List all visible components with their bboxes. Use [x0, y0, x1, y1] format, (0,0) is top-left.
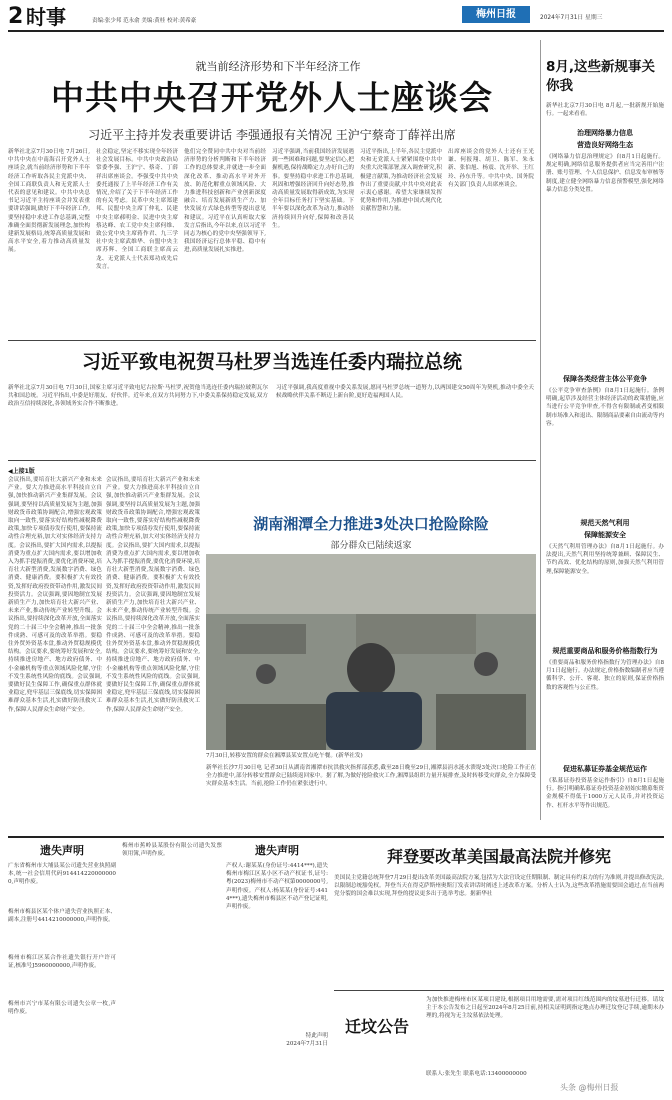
lost-notices — [122, 842, 222, 1092]
lead-columns — [8, 148, 536, 334]
second-article — [8, 348, 536, 458]
continued-col-1: 会议指出,要培育壮大新兴产业和未来产业。要大力推进高水平科技自立自强,加快推动新兴产业集群发展。会议强调,要坚持以高质量发展为主题,加强财政货币政策协调配合,增强宏观政策取向一致性,要落实好结构性减税降费政策,加快专项债券发行使用,要保持流动性合理充裕,加大对实体经济支持力度。会议指出,要扩大国内需求,以提振消费为重点扩大国内需求,要以增加收入为抓手提振消费,要优化消费环境,培育壮大新型消费,发展数字消费、绿色消费、健康消费。要积极扩大有效投资,发挥好政府投资带动作用,激发民间投资活力。会议强调,要因地制宜发展新质生产力,加快培育壮大新兴产业、未来产业,推动传统产业转型升级。会议指出,要持续深化改革开放,全面落实党的二十届三中全会精神,推出一批条件成熟、可感可及的改革举措。要稳住外贸外资基本盘,推动外贸稳规模优结构。会议要求,要统筹好发展和安全,持续推进房地产、地方政府债务、中小金融机构等重点领域风险化解,守住不发生系统性风险的底线。会议强调,要做好民生保障工作,确保重点群体就业稳定,兜牢基层三保底线,切实保障困难群众基本生活,扎实做好防汛救灾工作,保障人民群众生命财产安全。 — [8, 477, 102, 713]
relocation-title: 迁坟公告 — [344, 1017, 409, 1036]
photo-subhead: 部分群众已陆续返家 — [330, 541, 412, 551]
rule-item-title: 治理网络暴力信息 — [577, 129, 633, 137]
lead-article — [8, 58, 536, 338]
notice-item: 梅州市蕉岭县某股份有限公司遗失发票领用簿,声明作废。 — [122, 843, 222, 858]
continued-marker: ◀上接1版 — [8, 468, 35, 475]
relocation-notice — [334, 996, 664, 1092]
column-divider — [540, 40, 541, 820]
rule-item-body: 《公平竞争审查条例》自8月1日起施行。条例明确,起草涉及经营主体经济活动的政策措施,应当进行公平竞争审查,不得含有限制或者变相限制市场准入和退出、限制商品要素自由流动等内容。 — [546, 388, 664, 427]
new-rules-sidebar — [546, 58, 664, 848]
editor-credits: 责编:张少邦 范永俞 美编:黄桂 校对:黄希豪 — [92, 18, 197, 24]
lead-col-1: 新华社北京7月30日电 7月26日,中共中央在中南海召开党外人士座谈会,就当前经济形势和下半年经济工作听取各民主党派中央、全国工商联负责人和无党派人士代表的意见和建议。中共中央总书记习近平主持座谈会并发表重要讲话强调,做好下半年经济工作,要坚持稳中求进工作总基调,完整准确全面贯彻新发展理念,加快构建新发展格局,统筹高质量发展和高水平安全,着力推动高质量发展。 — [8, 149, 90, 254]
continued-article — [8, 466, 200, 826]
photo-story-body: 新华社长沙7月30日电 记者30日从湖南省湘潭市抗洪救灾指挥部获悉,截至28日晚至29日,湘潭县涓水涟水溃堤3处决口抢险工作正在全力推进中,部分转移安置群众已陆续返回家中。据了解,为做好抢险救灾工作,湘潭县组织力量开展排查,及时转移受灾群众,全力保障受灾群众基本生活。当前,抢险工作仍在紧张进行中。 — [206, 765, 536, 788]
lead-subhead: 习近平主持并发表重要讲话 李强通报有关情况 王沪宁蔡奇丁薛祥出席 — [88, 128, 456, 142]
sidebar-intro: 新华社北京7月30日电 8月起,一批新规开始施行。一起来看看。 — [546, 103, 664, 118]
news-photo — [206, 554, 536, 750]
second-headline: 习近平致电祝贺马杜罗当选连任委内瑞拉总统 — [81, 351, 462, 373]
relocation-contact: 联系人:张先生 联系电话:13400000000 — [426, 1071, 527, 1077]
rule-item — [546, 518, 664, 628]
us-headline: 拜登要改革美国最高法院并修宪 — [386, 847, 611, 866]
notice-sign: 特此声明 — [305, 1033, 328, 1039]
masthead — [0, 0, 672, 36]
lead-col-5: 习近平指出,上半年,各民主党派中央和无党派人士紧紧围绕中共中央重大决策部署,深入调查研究,积极建言献策,为推动经济社会发展作出了重要贡献,中共中央对此表示衷心感谢。希望大家继续发挥优势和作用,为推进中国式现代化贡献智慧和力量。 — [360, 149, 442, 213]
rule-item-title: 规范重要商品和服务价格指数行为 — [552, 647, 658, 655]
notice-date: 2024年7月31日 — [286, 1041, 328, 1048]
photo-headline: 湖南湘潭全力推进3处决口抢险除险 — [253, 515, 489, 533]
issue-date: 2024年7月31日 星期三 — [540, 15, 603, 21]
rule-item-subtitle: 保障能源安全 — [584, 531, 626, 539]
lost-notices-2 — [226, 842, 328, 1092]
notice-item: 梅州市梅江区某合作社遗失银行开户许可证,核准号J5960000000,声明作废。 — [8, 955, 116, 970]
lead-col-4: 习近平强调,当前我国经济发展遇到一些困难和问题,要坚定信心,把握机遇,保持战略定力,办好自己的事。要坚持稳中求进工作总基调,巩固和增强经济回升向好态势,推动高质量发展取得新成效,为实现全年目标任务打下坚实基础。下半年要以深化改革为动力,推动经济持续回升向好,保障和改善民生。 — [272, 149, 354, 229]
sidebar-headline: 8月,这些新规事关你我 — [546, 59, 656, 94]
lead-col-2: 社会稳定,坚定不移实现全年经济社会发展目标。中共中央政治局常委李强、王沪宁、蔡奇、丁薛祥出席座谈会。李强受中共中央委托通报了上半年经济工作有关情况,介绍了关于下半年经济工作的有关考虑。民革中央主席郑建邦、民盟中央主席丁仲礼、民建中央主席郝明金、民进中央主席蔡达峰、农工党中央主席何维、致公党中央主席蒋作君、九三学社中央主席武维华、台盟中央主席苏辉、全国工商联主席高云龙、无党派人士代表郑功成先后发言。 — [96, 149, 178, 270]
rule-item-body: 《重要商品和服务价格指数行为管理办法》自8月1日起施行。办法规定,价格指数编制者应当遵循科学、公开、客观、独立的原则,保证价格指数的客观性与公正性。 — [546, 660, 664, 691]
rule-item-title: 促进私募证券基金规范运作 — [563, 765, 647, 773]
rule-item-title: 规范天然气利用 — [580, 519, 630, 527]
rule-item — [546, 646, 664, 756]
notice-item: 梅州市兴宁市某有限公司遗失公章一枚,声明作废。 — [8, 1001, 116, 1016]
rule-item — [546, 374, 664, 494]
section-rule — [8, 836, 664, 838]
masthead-rule — [8, 30, 664, 32]
continued-col-2: 会议指出,要培育壮大新兴产业和未来产业。要大力推进高水平科技自立自强,加快推动新兴产业集群发展。会议强调,要坚持以高质量发展为主题,加强财政货币政策协调配合,增强宏观政策取向一致性,要落实好结构性减税降费政策,加快专项债券发行使用,要保持流动性合理充裕,加大对实体经济支持力度。会议指出,要扩大国内需求,以提振消费为重点扩大国内需求,要以增加收入为抓手提振消费,要优化消费环境,培育壮大新型消费,发展数字消费、绿色消费、健康消费。要积极扩大有效投资,发挥好政府投资带动作用,激发民间投资活力。会议强调,要因地制宜发展新质生产力,加快培育壮大新兴产业、未来产业,推动传统产业转型升级。会议指出,要持续深化改革开放,全面落实党的二十届三中全会精神,推出一批条件成熟、可感可及的改革举措。要稳住外贸外资基本盘,推动外贸稳规模优结构。会议要求,要统筹好发展和安全,持续推进房地产、地方政府债务、中小金融机构等重点领域风险化解,守住不发生系统性风险的底线。会议强调,要做好民生保障工作,确保重点群体就业稳定,兜牢基层三保底线,切实保障困难群众基本生活,扎实做好防汛救灾工作,保障人民群众生命财产安全。 — [106, 477, 200, 713]
us-article — [334, 846, 664, 986]
section-rule — [8, 340, 536, 341]
notice-item: 产权人:谢某某(身份证号:4414***),遗失梅州市梅江区某小区不动产权证书,证号:粤(2023)梅州市不动产权第0000000号,声明作废。产权人:杨某某(身份证号:4414***),遗失梅州市梅县区不动产登记证明,声明作废。 — [226, 863, 328, 911]
us-body: 美国民主党籍总统拜登7月29日提出改革美国最高法院方案,包括为大法官设定任期限制、制定具有约束力的行为准则,并提出修改宪法,以限制总统豁免权。拜登当天在得克萨斯州奥斯汀发表讲话时阐述上述改革方案。分析人士认为,这些改革措施需要国会通过,在当前两党分裂的国会难以实现,拜登的提议更多出于选举考虑。据新华社 — [334, 875, 664, 898]
paper-logo: 梅州日报 — [462, 6, 530, 23]
rule-item-body: 《私募证券投资基金运作指引》自8月1日起施行。指引明确私募证券投资基金初始实缴募集资金规模不得低于1000万元人民币,并对投资运作、杠杆水平等作出规范。 — [546, 778, 664, 809]
notices-title: 遗失声明 — [255, 844, 299, 857]
lead-col-3: 他们完全赞同中共中央对当前经济形势的分析判断和下半年经济工作的总体要求,并就进一步全面深化改革、推动高水平对外开放、防范化解重点领域风险、大力推进科技创新和产业创新深度融合、培育发展新质生产力、加快发展方式绿色转型等提出意见和建议。习近平在认真听取大家发言后指出,今年以来,在以习近平同志为核心的党中央坚强领导下,我国经济运行总体平稳、稳中有进,高质量发展扎实推进。 — [184, 149, 266, 254]
section-rule — [334, 990, 664, 991]
photo-caption: 7月30日,转移安置的群众在湘潭县某安置点吃午餐。(新华社发) — [206, 753, 363, 759]
rule-item-title: 保障各类经营主体公平竞争 — [563, 375, 647, 383]
page-number: 2 — [8, 4, 24, 29]
second-col-2: 习近平强调,我高度重视中委关系发展,愿同马杜罗总统一道努力,以两国建交50周年为契机,推动中委全天候战略伙伴关系不断迈上新台阶,更好造福两国人民。 — [276, 385, 534, 400]
watermark: 头条 @梅州日报 — [560, 1083, 619, 1092]
rule-item-body: 《网络暴力信息治理规定》自8月1日起施行。规定明确,网络信息服务提供者应当完善用户注册、账号管理、个人信息保护、信息发布审核等制度,建立健全网络暴力信息预警模型,强化网络暴力信息分类处置。 — [546, 154, 664, 193]
rule-item-subtitle: 营造良好网络生态 — [577, 141, 633, 149]
lost-notices — [8, 842, 116, 1092]
lead-col-6: 出席座谈会的党外人士还有王光谦、何报翔、胡卫、陈军、朱永新、张伯旭、杨震、沈开举、王红玲、孙东升等。中共中央、国务院有关部门负责人出席座谈会。 — [448, 149, 534, 188]
rule-item — [546, 128, 664, 248]
notice-item: 广东省梅州市大埔县某公司遗失营业执照副本,统一社会信用代码9144142200000000,声明作废。 — [8, 863, 116, 886]
rule-item-body: 《天然气利用管理办法》自8月1日起施行。办法提出,天然气利用坚持统筹兼顾、保障民生、节约高效、优化结构的原则,加强天然气利用管理,保障能源安全。 — [546, 544, 664, 575]
lead-kicker: 就当前经济形势和下半年经济工作 — [195, 60, 361, 73]
second-col-1: 新华社北京7月30日电 7月30日,国家主席习近平致电尼古拉斯·马杜罗,祝贺他当选连任委内瑞拉玻利瓦尔共和国总统。习近平指出,中委是好朋友、好伙伴。近年来,在双方共同努力下,中委关系保持稳定发展,双方政治互信持续深化,各领域务实合作不断推进。 — [8, 385, 268, 408]
lead-headline: 中共中央召开党外人士座谈会 — [51, 78, 493, 117]
photo-story — [206, 514, 536, 826]
section-title: 时事 — [26, 5, 66, 29]
notices-title: 遗失声明 — [40, 844, 84, 857]
section-rule — [8, 460, 536, 461]
relocation-body: 为加快推进梅州市区某项目建设,根据项目用地需要,需对项目红线范围内的坟墓进行迁移。请坟主于本公告发布之日起至2024年8月25日前,持相关证明到指定地点办理迁坟登记手续,逾期未办理的,将视为无主坟墓依法处理。 — [426, 997, 664, 1020]
notice-item: 梅州市梅县区某个体户遗失营业执照正本、副本,注册号4414210000000,声明作废。 — [8, 909, 116, 924]
